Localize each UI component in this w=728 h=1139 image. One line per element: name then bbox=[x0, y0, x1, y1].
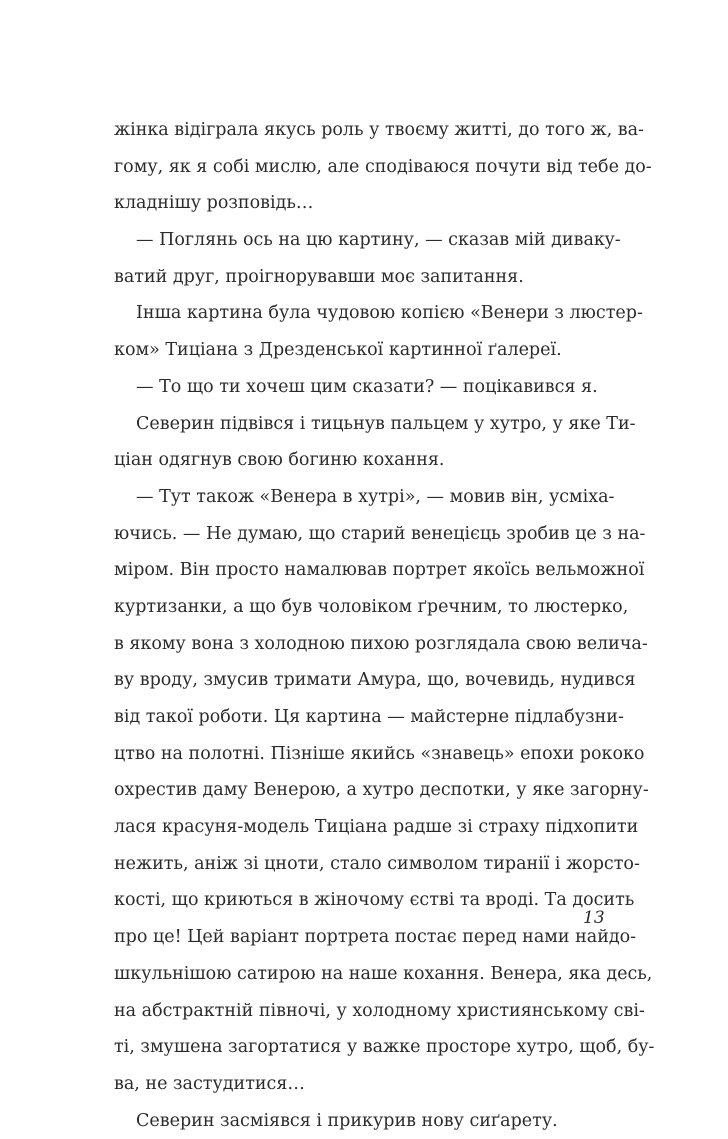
text-line: Северин підвівся і тицьнув пальцем у хутро, у яке Ти- bbox=[136, 413, 636, 434]
text-line: нежить, аніж зі цноти, стало символом тиранії і жорсто- bbox=[114, 853, 640, 874]
page-number: 13 bbox=[583, 908, 605, 928]
text-line: ватий друг, проігнорувавши моє запитання. bbox=[114, 266, 524, 287]
text-line: кладнішу розповідь… bbox=[114, 193, 314, 214]
text-line: гому, як я собі мислю, але сподіваюся почути від тебе до- bbox=[114, 156, 652, 177]
text-line: куртизанки, а що був чоловіком ґречним, то люстерко, bbox=[114, 596, 629, 617]
text-line: шкульнішою сатирою на наше кохання. Венера, яка десь, bbox=[114, 963, 653, 984]
text-line: кості, що криються в жіночому єстві та вроді. Та досить bbox=[114, 890, 635, 911]
text-line: на абстрактній півночі, у холодному християнському сві- bbox=[114, 1000, 645, 1021]
text-line: лася красуня-модель Тиціана радше зі страху підхопити bbox=[114, 817, 639, 838]
text-line: Северин засміявся і прикурив нову сиґарету. bbox=[136, 1110, 558, 1131]
text-line: ву вроду, змусив тримати Амура, що, вочевидь, нудився bbox=[114, 670, 636, 691]
text-line: Інша картина була чудовою копією «Венери з люстер- bbox=[136, 303, 643, 324]
text-line: ком» Тиціана з Дрезденської картинної ґалереї. bbox=[114, 340, 562, 361]
text-line: жінка відіграла якусь роль у твоєму житті, до того ж, ва- bbox=[114, 120, 644, 140]
text-line: — Тут також «Венера в хутрі», — мовив він, усміха- bbox=[136, 486, 615, 507]
text-line: — То що ти хочеш цим сказати? — поцікавився я. bbox=[136, 376, 598, 397]
text-line: в якому вона з холодною пихою розглядала свою велича- bbox=[114, 633, 648, 654]
text-line: ва, не застудитися… bbox=[114, 1073, 305, 1094]
text-line: від такої роботи. Ця картина — майстерне підлабузни- bbox=[114, 707, 624, 727]
text-line: про це! Цей варіант портрета постає перед нами найдо- bbox=[114, 927, 637, 948]
text-line: ючись. — Не думаю, що старий венецієць зробив це з на- bbox=[114, 523, 646, 544]
text-line: цтво на полотні. Пізніше якийсь «знавець» епохи рококо bbox=[114, 743, 645, 764]
text-line: ті, змушена загортатися у важке просторе хутро, щоб, бу- bbox=[114, 1037, 655, 1058]
text-line: — Поглянь ось на цю картину, — сказав мій дивакy- bbox=[136, 230, 621, 251]
body-text bbox=[114, 112, 655, 1139]
text-line: ціан одягнув свою богиню кохання. bbox=[114, 450, 445, 471]
text-line: міром. Він просто намалював портрет якоїсь вельможної bbox=[114, 560, 645, 581]
text-line: охрестив даму Венерою, а хутро деспотки, у яке загорну- bbox=[114, 780, 649, 801]
